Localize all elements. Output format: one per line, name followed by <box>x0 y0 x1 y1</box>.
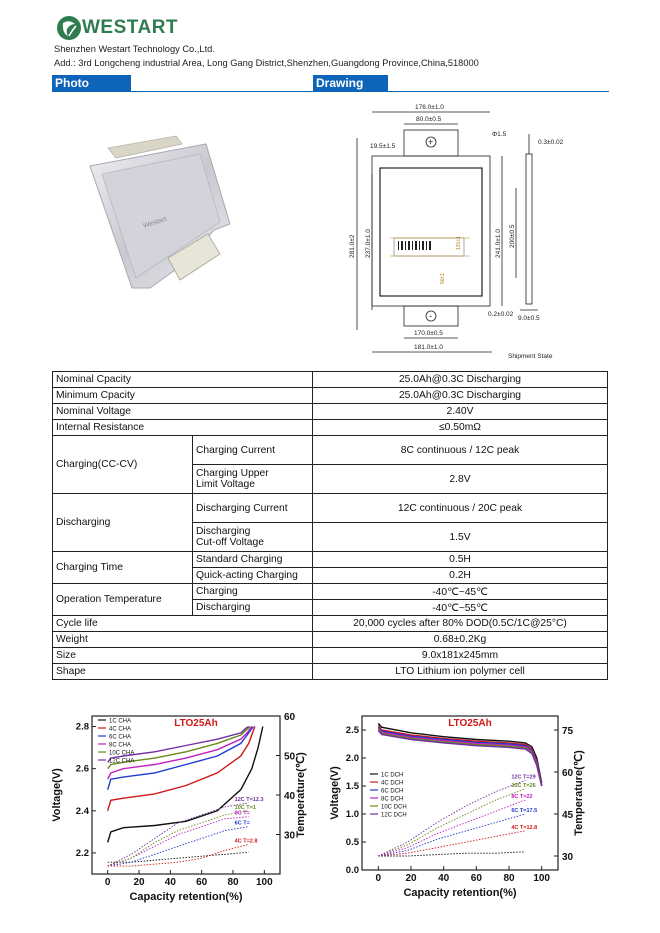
spec-value: 0.68±0.2Kg <box>313 632 608 648</box>
spec-sublabel-line: Discharging <box>196 526 251 537</box>
legend-label: 1C DCH <box>381 772 404 779</box>
photo-section-label: Photo <box>55 76 89 90</box>
y-tick-label: 2.2 <box>75 847 89 859</box>
temperature-annotation: 10C T=1 <box>234 804 256 811</box>
spec-label: Shape <box>53 664 313 680</box>
spec-table <box>52 371 608 680</box>
x-tick-label: 0 <box>104 877 111 888</box>
y2-tick-label: 40 <box>284 791 296 802</box>
spec-label: Minimum Cpacity <box>53 388 313 404</box>
y-axis-label: Voltage(V) <box>329 766 341 820</box>
cell-photo <box>60 130 300 310</box>
legend-label: 8C DCH <box>381 796 404 803</box>
negative-terminal: - <box>429 311 432 321</box>
x-tick-label: 60 <box>196 877 208 888</box>
spec-sublabel-line: Charging Upper <box>196 468 269 479</box>
spec-row <box>53 404 608 420</box>
positive-terminal: + <box>428 137 434 147</box>
spec-label: Cycle life <box>53 616 313 632</box>
spec-group-label: Discharging <box>53 494 193 552</box>
spec-label: Nominal Voltage <box>53 404 313 420</box>
spec-sublabel: Discharging <box>193 600 313 616</box>
spec-value: 1.5V <box>313 523 608 552</box>
spec-label: Internal Resistance <box>53 420 313 436</box>
spec-value: ≤0.50mΩ <box>313 420 608 436</box>
y2-tick-label: 45 <box>562 810 574 821</box>
x-tick-label: 60 <box>470 873 482 884</box>
y2-tick-label: 50 <box>284 751 296 763</box>
y2-tick-label: 60 <box>284 712 296 723</box>
spec-value: 0.5H <box>313 552 608 568</box>
temperature-series-line <box>108 803 249 866</box>
legend-label: 4C CHA <box>109 726 132 733</box>
legend-label: 12C CHA <box>109 758 135 765</box>
dim-height-left: 281.0±2 <box>349 234 356 258</box>
spec-label: Size <box>53 648 313 664</box>
temperature-series-line <box>108 852 249 862</box>
drawing-header-line <box>388 91 609 92</box>
spec-row <box>53 584 608 600</box>
legend-label: 6C CHA <box>109 734 132 741</box>
temperature-annotation: 8C T=22 <box>511 794 533 800</box>
company-address: Add.: 3rd Longcheng industrial Area, Long Gang District,Shenzhen,Guangdong Province,China,518000 <box>54 58 479 68</box>
spec-value: 25.0Ah@0.3C Discharging <box>313 372 608 388</box>
spec-group-label: Charging(CC-CV) <box>53 436 193 494</box>
spec-row <box>53 388 608 404</box>
y2-tick-label: 30 <box>562 852 574 863</box>
y-tick-label: 2.8 <box>75 721 89 733</box>
temperature-series-line <box>108 811 249 866</box>
spec-group-label: Charging Time <box>53 552 193 584</box>
y2-axis-label: Temperature(℃) <box>573 750 585 836</box>
legend-label: 6C DCH <box>381 788 404 795</box>
spec-value: 2.8V <box>313 465 608 494</box>
dim-bottom-width: 181.0±1.0 <box>414 344 443 351</box>
logo-icon <box>56 15 82 41</box>
photo-section-header <box>52 75 131 92</box>
spec-value: -40℃~45℃ <box>313 584 608 600</box>
temperature-series-line <box>108 827 249 867</box>
x-tick-label: 20 <box>133 877 145 888</box>
cell-label-text: Westart <box>142 215 168 230</box>
temperature-annotation: 8C T= <box>234 810 250 817</box>
y-tick-label: 1.5 <box>345 781 359 792</box>
dim-hole: Φ1.5 <box>492 131 507 138</box>
spec-label: Nominal Cpacity <box>53 372 313 388</box>
spec-row <box>53 664 608 680</box>
spec-sublabel: Quick-acting Charging <box>193 568 313 584</box>
y-tick-label: 2.5 <box>345 725 359 736</box>
spec-sublabel: Standard Charging <box>193 552 313 568</box>
dim-label-b: 50±1 <box>440 272 446 284</box>
y-tick-label: 0.0 <box>345 865 359 876</box>
temperature-annotation: 10C T=26 <box>511 782 536 789</box>
legend-label: 12C DCH <box>381 812 407 819</box>
dim-side-small: 0.2±0.02 <box>488 311 514 318</box>
spec-value: 0.2H <box>313 568 608 584</box>
spec-row <box>53 420 608 436</box>
spec-row <box>53 372 608 388</box>
temperature-annotation: 12C T=12.3 <box>234 796 264 803</box>
spec-label: Weight <box>53 632 313 648</box>
drawing-section-header <box>313 75 388 92</box>
x-tick-label: 40 <box>164 877 176 888</box>
x-tick-label: 20 <box>405 873 417 884</box>
legend-label: 10C CHA <box>109 750 135 757</box>
dim-thickness-top: 0.3±0.02 <box>538 139 564 146</box>
y-tick-label: 2.4 <box>75 805 89 817</box>
y2-tick-label: 75 <box>562 726 574 737</box>
temperature-annotation: 6C T=17.5 <box>511 808 538 814</box>
spec-value: 20,000 cycles after 80% DOD(0.5C/1C@25°C) <box>313 616 608 632</box>
spec-value: -40℃~55℃ <box>313 600 608 616</box>
spec-sublabel: Charging <box>193 584 313 600</box>
spec-value: 12C continuous / 20C peak <box>313 494 608 523</box>
y2-tick-label: 30 <box>284 830 296 842</box>
discharge-chart <box>326 706 610 906</box>
y2-axis-label: Temperature(℃) <box>295 752 307 838</box>
spec-sublabel-line: Limit Voltage <box>196 479 255 490</box>
dim-side-thickness: 9.0±0.5 <box>518 315 540 322</box>
spec-sublabel <box>193 523 313 552</box>
spec-value: 8C continuous / 12C peak <box>313 436 608 465</box>
cell-drawing <box>320 98 610 366</box>
spec-sublabel: Charging Current <box>193 436 313 465</box>
x-tick-label: 0 <box>375 873 382 884</box>
spec-sublabel-line: Cut-off Voltage <box>196 537 264 548</box>
chart-title: LTO25Ah <box>174 718 218 729</box>
charge-chart <box>48 706 314 906</box>
x-tick-label: 80 <box>227 877 239 888</box>
spec-row <box>53 552 608 568</box>
spec-row <box>53 494 608 523</box>
spec-sublabel: Discharging Current <box>193 494 313 523</box>
spec-value: 9.0x181x245mm <box>313 648 608 664</box>
y-tick-label: 1.0 <box>345 809 359 820</box>
spec-row <box>53 436 608 465</box>
spec-row <box>53 632 608 648</box>
y2-tick-label: 60 <box>562 768 574 779</box>
temperature-annotation: 4C T=12.8 <box>511 824 538 831</box>
dim-height-right: 241.0±1.0 <box>495 229 502 258</box>
legend-label: 4C DCH <box>381 780 404 787</box>
y-tick-label: 0.5 <box>345 837 359 848</box>
dim-tab-offset: 19.5±1.5 <box>370 143 396 150</box>
brand-name: WESTART <box>82 17 179 38</box>
spec-value: LTO Lithium ion polymer cell <box>313 664 608 680</box>
x-axis-label: Capacity retention(%) <box>403 887 517 899</box>
y-axis-label: Voltage(V) <box>51 768 63 822</box>
x-tick-label: 40 <box>438 873 450 884</box>
spec-sublabel <box>193 465 313 494</box>
temperature-annotation: 6C T= <box>234 820 250 827</box>
x-tick-label: 80 <box>503 873 515 884</box>
company-name: Shenzhen Westart Technology Co.,Ltd. <box>54 44 215 54</box>
spec-row <box>53 648 608 664</box>
y-tick-label: 2.6 <box>75 763 89 775</box>
spec-row <box>53 616 608 632</box>
drawing-section-label: Drawing <box>316 76 364 90</box>
chart-title: LTO25Ah <box>448 718 492 729</box>
legend-label: 10C DCH <box>381 804 407 811</box>
photo-header-line <box>131 91 313 92</box>
dim-height-body: 237.0±1.0 <box>365 229 372 258</box>
temperature-annotation: 4C T=2.8 <box>234 838 258 845</box>
temperature-annotation: 12C T=29 <box>511 774 536 781</box>
legend-label: 8C CHA <box>109 742 132 749</box>
legend-label: 1C CHA <box>109 718 132 725</box>
dim-height-side: 200±0.5 <box>509 224 516 248</box>
spec-group-label: Operation Temperature <box>53 584 193 616</box>
spec-value: 2.40V <box>313 404 608 420</box>
spec-value: 25.0Ah@0.3C Discharging <box>313 388 608 404</box>
dim-tab-width: 80.0±0.5 <box>416 116 442 123</box>
x-tick-label: 100 <box>533 873 551 884</box>
x-axis-label: Capacity retention(%) <box>129 891 243 903</box>
x-tick-label: 100 <box>255 877 273 888</box>
dim-bottom-tab: 170.0±0.5 <box>414 330 443 337</box>
shipment-state-label: Shipment State <box>508 353 553 360</box>
dim-label-a: 131±1 <box>456 236 462 250</box>
y-tick-label: 2.0 <box>345 753 359 764</box>
dim-top-width: 176.0±1.0 <box>415 104 444 111</box>
